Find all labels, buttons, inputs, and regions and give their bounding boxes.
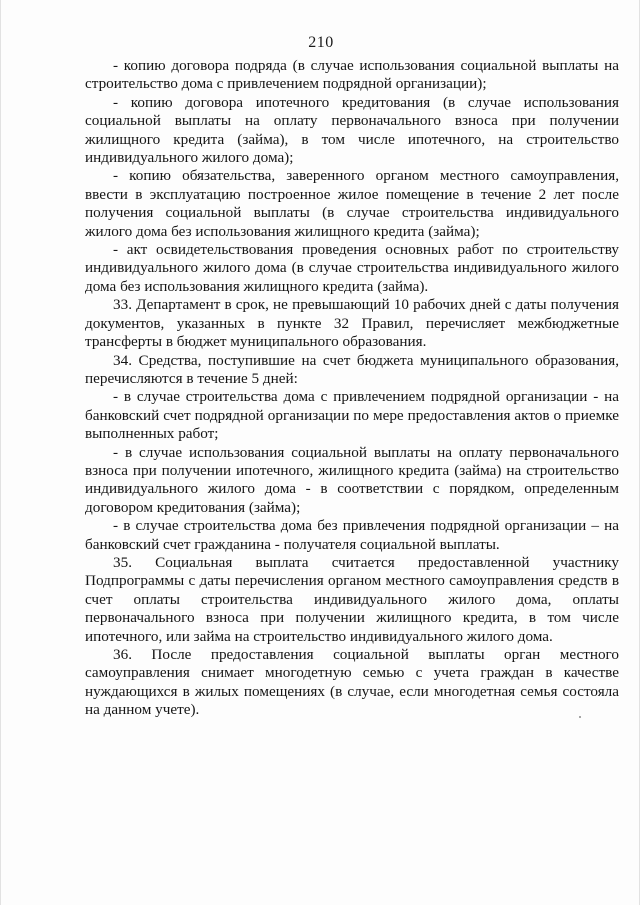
document-body [85, 57, 619, 720]
paragraph-inspection-act: - акт освидетельствования проведения основных работ по строительству индивидуального жилого дома (в случае строительства индивидуального жилого дома без использования жилищного кредита (займа). [85, 241, 619, 295]
paragraph-item-34: 34. Средства, поступившие на счет бюджета муниципального образования, перечисляются в течение 5 дней: [85, 351, 619, 387]
paragraph-item-36: 36. После предоставления социальной выплаты орган местного самоуправления снимает многодетную семью с учета граждан в качестве нуждающихся в жилых помещениях (в случае, если многодетная семья состояла на данном учете). [85, 646, 619, 719]
paragraph-citizen-transfer: - в случае строительства дома без привлечения подрядной организации – на банковский счет гражданина - получателя социальной выплаты. [85, 517, 619, 553]
scan-speck [579, 716, 581, 718]
paragraph-contractor-transfer: - в случае строительства дома с привлечением подрядной организации - на банковский счет подрядной организации по мере предоставления актов о приемке выполненных работ; [85, 388, 619, 443]
paragraph-mortgage-transfer: - в случае использования социальной выплаты на оплату первоначального взноса при получении ипотечного, жилищного кредита (займа) на строительство индивидуального жилого дома - в соответствии с порядком, определенным договором кредитования (займа); [85, 443, 619, 516]
paragraph-item-35: 35. Социальная выплата считается предоставленной участнику Подпрограммы с даты перечисления органом местного самоуправления средств в счет оплаты строительства индивидуального жилого дома, оплаты первоначального взноса при получении жилищного кредита, в том числе ипотечного, или займа на строительство индивидуального жилого дома. [85, 553, 619, 645]
paragraph-obligation-copy: - копию обязательства, заверенного органом местного самоуправления, ввести в эксплуатацию построенное жилое помещение в течение 2 лет после получения социальной выплаты (в случае строительства индивидуального жилого дома без использования жилищного кредита (займа); [85, 167, 619, 240]
page-number: 210 [308, 34, 334, 51]
paragraph-contract-copy: - копию договора подряда (в случае использования социальной выплаты на строительство дома с привлечением подрядной организации); [85, 57, 619, 93]
paragraph-item-33: 33. Департамент в срок, не превышающий 10 рабочих дней с даты получения документов, указанных в пункте 32 Правил, перечисляет межбюджетные трансферты в бюджет муниципального образования. [85, 296, 619, 351]
paragraph-mortgage-contract-copy: - копию договора ипотечного кредитования (в случае использования социальной выплаты на оплату первоначального взноса при получении жилищного кредита (займа), в том числе ипотечного, на строительство индивидуального жилого дома); [85, 93, 619, 167]
